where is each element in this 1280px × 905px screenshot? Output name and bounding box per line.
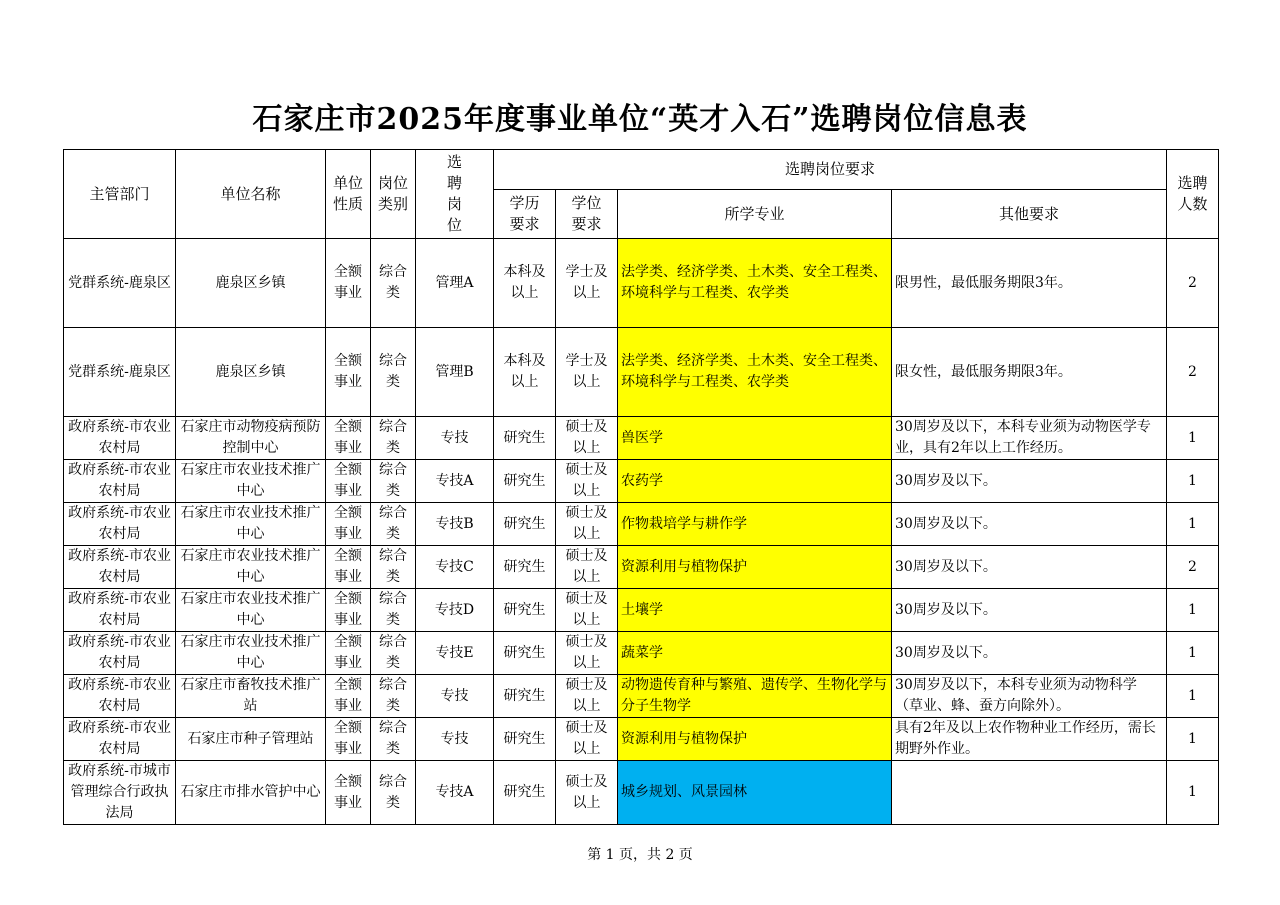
header-education: 学历要求 xyxy=(494,190,556,239)
count-cell: 1 xyxy=(1167,460,1219,503)
major-cell: 作物栽培学与耕作学 xyxy=(618,503,892,546)
other-cell: 具有2年及以上农作物种业工作经历，需长期野外作业。 xyxy=(892,718,1167,761)
table-row xyxy=(64,417,1219,460)
category-cell: 综合类 xyxy=(371,417,416,460)
count-cell: 1 xyxy=(1167,589,1219,632)
unit-cell: 石家庄市排水管护中心 xyxy=(176,761,326,825)
header-nature: 单位性质 xyxy=(326,150,371,239)
major-cell: 法学类、经济学类、土木类、安全工程类、环境科学与工程类、农学类 xyxy=(618,328,892,417)
unit-cell: 石家庄市畜牧技术推广站 xyxy=(176,675,326,718)
dept-cell: 党群系统-鹿泉区 xyxy=(64,239,176,328)
count-cell: 2 xyxy=(1167,239,1219,328)
table-row xyxy=(64,546,1219,589)
other-cell: 30周岁及以下。 xyxy=(892,546,1167,589)
count-cell: 1 xyxy=(1167,718,1219,761)
degree-cell: 硕士及以上 xyxy=(556,761,618,825)
dept-cell: 政府系统-市农业农村局 xyxy=(64,460,176,503)
unit-cell: 石家庄市农业技术推广中心 xyxy=(176,632,326,675)
header-degree: 学位要求 xyxy=(556,190,618,239)
nature-cell: 全额事业 xyxy=(326,503,371,546)
dept-cell: 党群系统-鹿泉区 xyxy=(64,328,176,417)
nature-cell: 全额事业 xyxy=(326,632,371,675)
education-cell: 本科及以上 xyxy=(494,328,556,417)
table-row xyxy=(64,503,1219,546)
page-title: 石家庄市2025年度事业单位“英才入石”选聘岗位信息表 xyxy=(252,102,1028,137)
degree-cell: 硕士及以上 xyxy=(556,460,618,503)
dept-cell: 政府系统-市农业农村局 xyxy=(64,589,176,632)
category-cell: 综合类 xyxy=(371,239,416,328)
other-cell xyxy=(892,761,1167,825)
header-unit: 单位名称 xyxy=(176,150,326,239)
header-requirements: 选聘岗位要求 xyxy=(494,150,1167,190)
nature-cell: 全额事业 xyxy=(326,546,371,589)
count-cell: 1 xyxy=(1167,417,1219,460)
table-body xyxy=(64,239,1219,825)
unit-cell: 鹿泉区乡镇 xyxy=(176,328,326,417)
page-footer: 第 1 页，共 2 页 xyxy=(587,847,693,863)
table-row xyxy=(64,718,1219,761)
post-cell: 专技 xyxy=(416,675,494,718)
table-row xyxy=(64,239,1219,328)
other-cell: 30周岁及以下。 xyxy=(892,460,1167,503)
other-cell: 30周岁及以下，本科专业须为动物科学（草业、蜂、蚕方向除外）。 xyxy=(892,675,1167,718)
category-cell: 综合类 xyxy=(371,460,416,503)
major-cell: 土壤学 xyxy=(618,589,892,632)
category-cell: 综合类 xyxy=(371,761,416,825)
table-row xyxy=(64,460,1219,503)
education-cell: 本科及以上 xyxy=(494,239,556,328)
other-cell: 30周岁及以下，本科专业须为动物医学专业，具有2年以上工作经历。 xyxy=(892,417,1167,460)
degree-cell: 学士及以上 xyxy=(556,328,618,417)
category-cell: 综合类 xyxy=(371,632,416,675)
nature-cell: 全额事业 xyxy=(326,460,371,503)
header-other: 其他要求 xyxy=(892,190,1167,239)
category-cell: 综合类 xyxy=(371,546,416,589)
header-category: 岗位类别 xyxy=(371,150,416,239)
header-count: 选聘人数 xyxy=(1167,150,1219,239)
table-row xyxy=(64,328,1219,417)
dept-cell: 政府系统-市农业农村局 xyxy=(64,417,176,460)
dept-cell: 政府系统-市农业农村局 xyxy=(64,632,176,675)
other-cell: 30周岁及以下。 xyxy=(892,632,1167,675)
count-cell: 2 xyxy=(1167,328,1219,417)
count-cell: 1 xyxy=(1167,761,1219,825)
post-cell: 专技A xyxy=(416,761,494,825)
major-cell: 法学类、经济学类、土木类、安全工程类、环境科学与工程类、农学类 xyxy=(618,239,892,328)
other-cell: 限女性，最低服务期限3年。 xyxy=(892,328,1167,417)
degree-cell: 硕士及以上 xyxy=(556,417,618,460)
major-cell: 蔬菜学 xyxy=(618,632,892,675)
count-cell: 1 xyxy=(1167,632,1219,675)
post-cell: 专技 xyxy=(416,417,494,460)
category-cell: 综合类 xyxy=(371,503,416,546)
nature-cell: 全额事业 xyxy=(326,328,371,417)
table-row xyxy=(64,675,1219,718)
category-cell: 综合类 xyxy=(371,328,416,417)
nature-cell: 全额事业 xyxy=(326,239,371,328)
table-row xyxy=(64,632,1219,675)
category-cell: 综合类 xyxy=(371,675,416,718)
header-major: 所学专业 xyxy=(618,190,892,239)
major-cell: 动物遗传育种与繁殖、遗传学、生物化学与分子生物学 xyxy=(618,675,892,718)
unit-cell: 石家庄市种子管理站 xyxy=(176,718,326,761)
degree-cell: 硕士及以上 xyxy=(556,503,618,546)
table-row xyxy=(64,761,1219,825)
nature-cell: 全额事业 xyxy=(326,761,371,825)
degree-cell: 硕士及以上 xyxy=(556,632,618,675)
other-cell: 30周岁及以下。 xyxy=(892,503,1167,546)
post-cell: 专技B xyxy=(416,503,494,546)
education-cell: 研究生 xyxy=(494,589,556,632)
header-post: 选聘岗位 xyxy=(416,150,494,239)
unit-cell: 石家庄市农业技术推广中心 xyxy=(176,589,326,632)
post-cell: 专技D xyxy=(416,589,494,632)
degree-cell: 硕士及以上 xyxy=(556,589,618,632)
unit-cell: 石家庄市农业技术推广中心 xyxy=(176,546,326,589)
nature-cell: 全额事业 xyxy=(326,589,371,632)
education-cell: 研究生 xyxy=(494,546,556,589)
major-cell: 兽医学 xyxy=(618,417,892,460)
major-cell: 资源利用与植物保护 xyxy=(618,546,892,589)
unit-cell: 石家庄市农业技术推广中心 xyxy=(176,503,326,546)
dept-cell: 政府系统-市农业农村局 xyxy=(64,718,176,761)
education-cell: 研究生 xyxy=(494,718,556,761)
positions-table xyxy=(63,149,1219,825)
education-cell: 研究生 xyxy=(494,632,556,675)
nature-cell: 全额事业 xyxy=(326,718,371,761)
education-cell: 研究生 xyxy=(494,761,556,825)
unit-cell: 鹿泉区乡镇 xyxy=(176,239,326,328)
nature-cell: 全额事业 xyxy=(326,675,371,718)
dept-cell: 政府系统-市农业农村局 xyxy=(64,675,176,718)
degree-cell: 硕士及以上 xyxy=(556,546,618,589)
education-cell: 研究生 xyxy=(494,503,556,546)
post-cell: 管理B xyxy=(416,328,494,417)
education-cell: 研究生 xyxy=(494,675,556,718)
post-cell: 专技A xyxy=(416,460,494,503)
education-cell: 研究生 xyxy=(494,460,556,503)
other-cell: 30周岁及以下。 xyxy=(892,589,1167,632)
education-cell: 研究生 xyxy=(494,417,556,460)
header-dept: 主管部门 xyxy=(64,150,176,239)
count-cell: 1 xyxy=(1167,503,1219,546)
major-cell: 农药学 xyxy=(618,460,892,503)
post-cell: 专技 xyxy=(416,718,494,761)
unit-cell: 石家庄市农业技术推广中心 xyxy=(176,460,326,503)
unit-cell: 石家庄市动物疫病预防控制中心 xyxy=(176,417,326,460)
category-cell: 综合类 xyxy=(371,589,416,632)
dept-cell: 政府系统-市农业农村局 xyxy=(64,503,176,546)
post-cell: 专技C xyxy=(416,546,494,589)
major-cell: 资源利用与植物保护 xyxy=(618,718,892,761)
major-cell: 城乡规划、风景园林 xyxy=(618,761,892,825)
table-row xyxy=(64,589,1219,632)
post-cell: 管理A xyxy=(416,239,494,328)
count-cell: 1 xyxy=(1167,675,1219,718)
degree-cell: 硕士及以上 xyxy=(556,675,618,718)
post-cell: 专技E xyxy=(416,632,494,675)
degree-cell: 学士及以上 xyxy=(556,239,618,328)
other-cell: 限男性，最低服务期限3年。 xyxy=(892,239,1167,328)
nature-cell: 全额事业 xyxy=(326,417,371,460)
dept-cell: 政府系统-市城市管理综合行政执法局 xyxy=(64,761,176,825)
count-cell: 2 xyxy=(1167,546,1219,589)
category-cell: 综合类 xyxy=(371,718,416,761)
degree-cell: 硕士及以上 xyxy=(556,718,618,761)
dept-cell: 政府系统-市农业农村局 xyxy=(64,546,176,589)
